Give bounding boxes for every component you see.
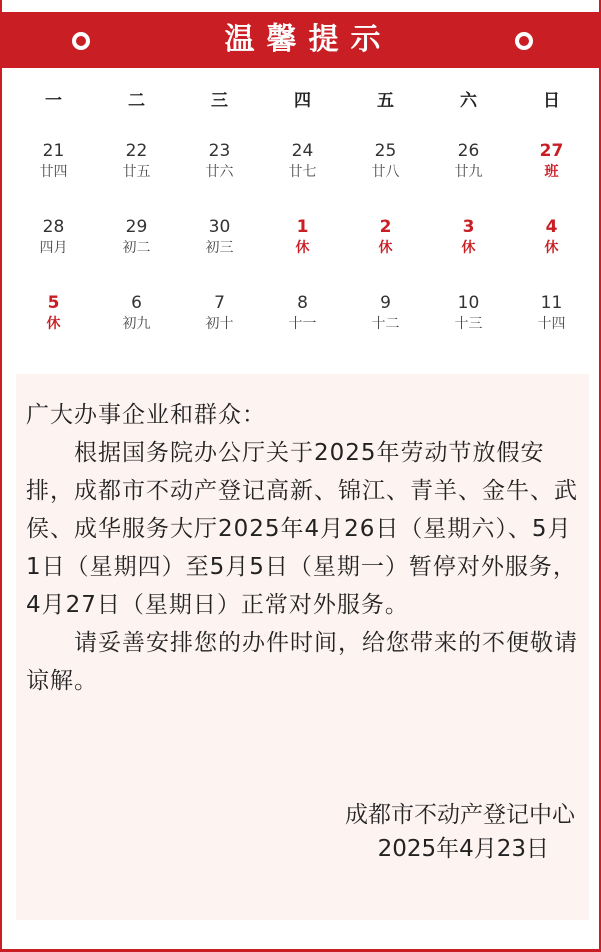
weekday-header [12, 78, 593, 124]
day-note: 初二 [122, 240, 151, 256]
day-note: 十四 [537, 316, 566, 332]
day-note: 廿九 [454, 164, 483, 180]
day-number: 4 [545, 217, 558, 237]
notice-date: 2025年4月23日 [377, 836, 549, 862]
calendar-day [510, 292, 593, 368]
notice-signature: 成都市不动产登记中心 [345, 802, 575, 828]
day-number: 6 [131, 293, 142, 313]
weekday-label: 六 [460, 91, 477, 111]
calendar-day [427, 292, 510, 368]
day-note: 十三 [454, 316, 483, 332]
day-number: 29 [125, 217, 148, 237]
day-note: 廿五 [122, 164, 151, 180]
calendar-day [178, 292, 261, 368]
calendar-day [261, 216, 344, 292]
notice-panel [16, 374, 589, 920]
day-note: 初三 [205, 240, 234, 256]
notice-paragraph: 请妥善安排您的办件时间，给您带来的不便敬请谅解。 [26, 630, 578, 694]
day-number: 27 [539, 141, 564, 161]
ring-right-icon [515, 32, 533, 50]
day-note: 十二 [371, 316, 400, 332]
calendar-day [12, 140, 95, 216]
calendar-week-row [12, 292, 593, 368]
weekday-label: 三 [211, 91, 228, 111]
calendar-day [95, 216, 178, 292]
calendar-day [12, 216, 95, 292]
day-note: 初十 [205, 316, 234, 332]
day-number: 30 [208, 217, 231, 237]
day-note: 廿四 [39, 164, 68, 180]
day-number: 23 [208, 141, 231, 161]
calendar-day [12, 292, 95, 368]
calendar-day [178, 140, 261, 216]
day-note: 休 [295, 240, 310, 256]
day-note: 廿八 [371, 164, 400, 180]
calendar-day [261, 140, 344, 216]
calendar-day [261, 292, 344, 368]
page-title: 温馨提示 [224, 22, 393, 57]
calendar-week-row [12, 140, 593, 216]
calendar-day [344, 216, 427, 292]
day-number: 10 [457, 293, 480, 313]
calendar-day [95, 140, 178, 216]
day-number: 7 [214, 293, 225, 313]
calendar-day [344, 140, 427, 216]
day-note: 休 [544, 240, 559, 256]
day-note: 十一 [288, 316, 317, 332]
weekday-label: 五 [377, 91, 394, 111]
day-number: 9 [380, 293, 391, 313]
notice-greeting: 广大办事企业和群众： [26, 402, 266, 428]
day-note: 休 [46, 316, 61, 332]
day-note: 初九 [122, 316, 151, 332]
day-number: 1 [296, 217, 309, 237]
day-number: 25 [374, 141, 397, 161]
day-number: 26 [457, 141, 480, 161]
notice-signature-block [345, 798, 575, 866]
calendar-day [427, 140, 510, 216]
holiday-calendar [12, 78, 593, 368]
calendar-day [427, 216, 510, 292]
calendar-day [510, 140, 593, 216]
day-note: 廿六 [205, 164, 234, 180]
header-banner [2, 12, 601, 68]
calendar-week-row [12, 216, 593, 292]
weekday-label: 四 [294, 91, 311, 111]
day-number: 21 [42, 141, 65, 161]
day-number: 3 [462, 217, 475, 237]
day-number: 8 [297, 293, 308, 313]
day-note: 休 [461, 240, 476, 256]
calendar-day [178, 216, 261, 292]
day-number: 11 [540, 293, 563, 313]
notice-body [26, 396, 582, 700]
notice-paragraph: 根据国务院办公厅关于2025年劳动节放假安排，成都市不动产登记高新、锦江、青羊、金牛、武侯、成华服务大厅2025年4月26日（星期六）、5月1日（星期四）至5月5日（星期一）暂停对外服务，4月27日（星期日）正常对外服务。 [26, 440, 578, 618]
weekday-label: 日 [543, 91, 560, 111]
day-note: 班 [544, 164, 559, 180]
day-note: 休 [378, 240, 393, 256]
calendar-day [344, 292, 427, 368]
day-number: 5 [47, 293, 60, 313]
weekday-label: 二 [128, 91, 145, 111]
day-note: 四月 [39, 240, 68, 256]
calendar-day [95, 292, 178, 368]
day-number: 24 [291, 141, 314, 161]
day-number: 22 [125, 141, 148, 161]
day-number: 28 [42, 217, 65, 237]
calendar-day [510, 216, 593, 292]
day-number: 2 [379, 217, 392, 237]
day-note: 廿七 [288, 164, 317, 180]
weekday-label: 一 [45, 91, 62, 111]
